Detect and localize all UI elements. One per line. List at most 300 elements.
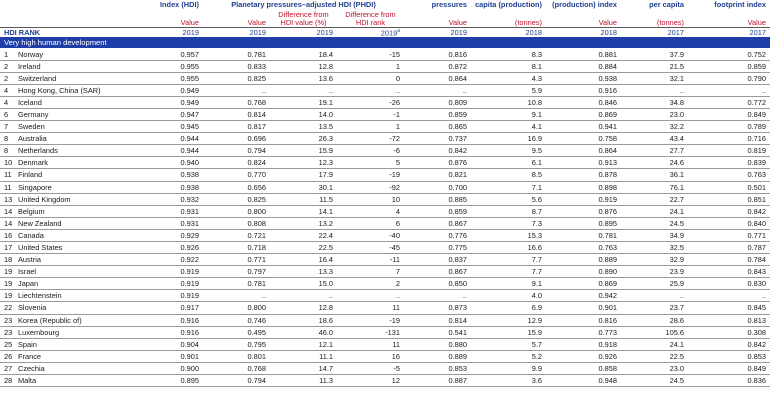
cell-co2idx: 0.858 bbox=[546, 362, 621, 374]
row-country: Singapore bbox=[18, 181, 136, 193]
cell-phdi: 0.808 bbox=[203, 217, 270, 229]
cell-mat: 23.9 bbox=[621, 266, 688, 278]
col-header-phdi: Planetary pressures–adjusted HDI (PHDI) bbox=[231, 0, 376, 9]
table-row bbox=[0, 205, 770, 217]
row-country: Netherlands bbox=[18, 145, 136, 157]
cell-co2: 8.7 bbox=[471, 205, 546, 217]
cell-diff-rank: 12 bbox=[337, 375, 404, 387]
sub-co2-index-value: Value bbox=[546, 9, 621, 28]
cell-co2idx: 0.781 bbox=[546, 229, 621, 241]
cell-co2idx: 0.763 bbox=[546, 241, 621, 253]
cell-phdi: 0.797 bbox=[203, 266, 270, 278]
row-country: Spain bbox=[18, 338, 136, 350]
cell-matidx: 0.787 bbox=[688, 241, 770, 253]
header-row-top bbox=[0, 0, 770, 9]
cell-mat: .. bbox=[621, 290, 688, 302]
cell-co2idx: 0.846 bbox=[546, 96, 621, 108]
cell-diff-rank: -40 bbox=[337, 229, 404, 241]
table-row bbox=[0, 266, 770, 278]
row-rank: 1 bbox=[0, 48, 18, 60]
row-country: Norway bbox=[18, 48, 136, 60]
cell-diff-rank: -15 bbox=[337, 48, 404, 60]
col-header-material-index: footprint index bbox=[714, 0, 766, 9]
table-row bbox=[0, 290, 770, 302]
table-row bbox=[0, 72, 770, 84]
group-label: Very high human development bbox=[0, 37, 770, 48]
cell-diff-pct: 13.5 bbox=[270, 121, 337, 133]
cell-matidx: 0.752 bbox=[688, 48, 770, 60]
cell-diff-pct: 15.0 bbox=[270, 278, 337, 290]
cell-mat: 32.1 bbox=[621, 72, 688, 84]
cell-hdi: 0.929 bbox=[136, 229, 203, 241]
year-material-index: 2017 bbox=[749, 28, 766, 38]
col-header-co2: capita (production) bbox=[475, 0, 542, 9]
row-rank: 7 bbox=[0, 121, 18, 133]
cell-co2idx: 0.816 bbox=[546, 314, 621, 326]
cell-hdi: 0.916 bbox=[136, 314, 203, 326]
cell-hdi: 0.931 bbox=[136, 205, 203, 217]
cell-diff-pct: 11.5 bbox=[270, 193, 337, 205]
cell-phdi: 0.795 bbox=[203, 338, 270, 350]
cell-matidx: 0.836 bbox=[688, 375, 770, 387]
cell-co2: 7.7 bbox=[471, 254, 546, 266]
cell-matidx: 0.842 bbox=[688, 205, 770, 217]
cell-diff-pct: 22.4 bbox=[270, 229, 337, 241]
cell-phdi: .. bbox=[203, 84, 270, 96]
cell-co2idx: 0.916 bbox=[546, 84, 621, 96]
row-rank: 6 bbox=[0, 108, 18, 120]
cell-press: 0.887 bbox=[404, 375, 471, 387]
row-country: Germany bbox=[18, 108, 136, 120]
row-country: Canada bbox=[18, 229, 136, 241]
cell-co2idx: 0.869 bbox=[546, 278, 621, 290]
cell-press: 0.775 bbox=[404, 241, 471, 253]
cell-diff-pct: 22.5 bbox=[270, 241, 337, 253]
cell-press: 0.850 bbox=[404, 278, 471, 290]
cell-co2: 10.8 bbox=[471, 96, 546, 108]
cell-co2: 3.6 bbox=[471, 375, 546, 387]
table-row bbox=[0, 302, 770, 314]
cell-phdi: 0.801 bbox=[203, 350, 270, 362]
table-row bbox=[0, 193, 770, 205]
cell-hdi: 0.919 bbox=[136, 266, 203, 278]
cell-diff-rank: .. bbox=[337, 84, 404, 96]
sub-material-unit: (tonnes) bbox=[621, 9, 688, 28]
col-header-pressures: pressures bbox=[431, 0, 467, 9]
row-rank: 17 bbox=[0, 241, 18, 253]
row-country: Denmark bbox=[18, 157, 136, 169]
row-rank: 18 bbox=[0, 254, 18, 266]
cell-mat: 24.5 bbox=[621, 375, 688, 387]
row-country: United Kingdom bbox=[18, 193, 136, 205]
table-row bbox=[0, 314, 770, 326]
cell-hdi: 0.949 bbox=[136, 84, 203, 96]
row-rank: 11 bbox=[0, 181, 18, 193]
cell-hdi: 0.944 bbox=[136, 133, 203, 145]
cell-diff-rank: 4 bbox=[337, 205, 404, 217]
cell-mat: 21.5 bbox=[621, 60, 688, 72]
table-row bbox=[0, 181, 770, 193]
cell-co2: 12.9 bbox=[471, 314, 546, 326]
cell-press: 0.842 bbox=[404, 145, 471, 157]
table-row bbox=[0, 362, 770, 374]
cell-diff-rank: -26 bbox=[337, 96, 404, 108]
year-phdi: 2019 bbox=[249, 28, 266, 38]
cell-diff-rank: -19 bbox=[337, 314, 404, 326]
cell-hdi: 0.938 bbox=[136, 181, 203, 193]
cell-hdi: 0.938 bbox=[136, 169, 203, 181]
cell-co2idx: 0.773 bbox=[546, 326, 621, 338]
cell-diff-pct: 16.4 bbox=[270, 254, 337, 266]
cell-press: 0.865 bbox=[404, 121, 471, 133]
cell-co2idx: 0.864 bbox=[546, 145, 621, 157]
table-row bbox=[0, 217, 770, 229]
row-rank: 11 bbox=[0, 169, 18, 181]
cell-co2idx: 0.889 bbox=[546, 254, 621, 266]
cell-matidx: 0.859 bbox=[688, 60, 770, 72]
cell-diff-pct: 12.1 bbox=[270, 338, 337, 350]
cell-press: 0.700 bbox=[404, 181, 471, 193]
row-rank: 28 bbox=[0, 375, 18, 387]
cell-co2idx: 0.876 bbox=[546, 205, 621, 217]
row-country: Finland bbox=[18, 169, 136, 181]
sub-diff-pct: Difference from HDI value (%) bbox=[270, 9, 337, 28]
row-country: Luxembourg bbox=[18, 326, 136, 338]
year-diff-rank-text: 2019 bbox=[380, 28, 398, 38]
cell-matidx: 0.845 bbox=[688, 302, 770, 314]
cell-co2: 4.0 bbox=[471, 290, 546, 302]
row-rank: 4 bbox=[0, 96, 18, 108]
cell-co2: 6.9 bbox=[471, 302, 546, 314]
cell-matidx: 0.784 bbox=[688, 254, 770, 266]
cell-co2idx: 0.918 bbox=[546, 338, 621, 350]
table-row bbox=[0, 108, 770, 120]
cell-press: 0.853 bbox=[404, 362, 471, 374]
col-header-co2-index: (production) index bbox=[552, 0, 617, 9]
cell-matidx: 0.830 bbox=[688, 278, 770, 290]
cell-diff-pct: 30.1 bbox=[270, 181, 337, 193]
cell-matidx: 0.789 bbox=[688, 121, 770, 133]
cell-diff-rank: 11 bbox=[337, 338, 404, 350]
year-material: 2017 bbox=[667, 28, 684, 38]
cell-hdi: 0.947 bbox=[136, 108, 203, 120]
cell-co2: 8.1 bbox=[471, 60, 546, 72]
table-row bbox=[0, 96, 770, 108]
cell-hdi: 0.932 bbox=[136, 193, 203, 205]
table-row bbox=[0, 84, 770, 96]
cell-co2: 16.9 bbox=[471, 133, 546, 145]
cell-diff-pct: 18.4 bbox=[270, 48, 337, 60]
cell-diff-rank: -6 bbox=[337, 145, 404, 157]
cell-matidx: 0.501 bbox=[688, 181, 770, 193]
row-country: Ireland bbox=[18, 60, 136, 72]
sub-hdi-value: Value bbox=[136, 9, 203, 28]
cell-co2: 4.3 bbox=[471, 72, 546, 84]
cell-co2: 8.3 bbox=[471, 48, 546, 60]
cell-phdi: 0.770 bbox=[203, 169, 270, 181]
cell-mat: 32.2 bbox=[621, 121, 688, 133]
cell-mat: 25.9 bbox=[621, 278, 688, 290]
cell-phdi: 0.696 bbox=[203, 133, 270, 145]
cell-press: 0.809 bbox=[404, 96, 471, 108]
cell-co2idx: 0.881 bbox=[546, 48, 621, 60]
year-diff-pct: 2019 bbox=[316, 28, 333, 38]
cell-matidx: 0.763 bbox=[688, 169, 770, 181]
col-header-material: per capita bbox=[649, 0, 684, 9]
cell-hdi: 0.940 bbox=[136, 157, 203, 169]
cell-co2: 9.5 bbox=[471, 145, 546, 157]
cell-matidx: 0.308 bbox=[688, 326, 770, 338]
cell-diff-pct: 15.9 bbox=[270, 145, 337, 157]
year-diff-rank bbox=[337, 28, 404, 38]
row-rank: 19 bbox=[0, 290, 18, 302]
cell-hdi: 0.895 bbox=[136, 375, 203, 387]
cell-mat: 23.0 bbox=[621, 108, 688, 120]
cell-diff-pct: 13.6 bbox=[270, 72, 337, 84]
cell-co2: 7.7 bbox=[471, 266, 546, 278]
cell-phdi: 0.781 bbox=[203, 48, 270, 60]
cell-matidx: 0.849 bbox=[688, 108, 770, 120]
cell-mat: 32.5 bbox=[621, 241, 688, 253]
cell-matidx: 0.716 bbox=[688, 133, 770, 145]
cell-co2: 4.1 bbox=[471, 121, 546, 133]
cell-diff-rank: 2 bbox=[337, 278, 404, 290]
cell-diff-rank: -72 bbox=[337, 133, 404, 145]
cell-hdi: 0.900 bbox=[136, 362, 203, 374]
cell-phdi: 0.824 bbox=[203, 157, 270, 169]
table-row bbox=[0, 326, 770, 338]
cell-co2idx: 0.901 bbox=[546, 302, 621, 314]
cell-mat: 37.9 bbox=[621, 48, 688, 60]
cell-phdi: 0.495 bbox=[203, 326, 270, 338]
cell-diff-pct: 12.8 bbox=[270, 302, 337, 314]
row-country: Liechtenstein bbox=[18, 290, 136, 302]
cell-co2: 5.2 bbox=[471, 350, 546, 362]
cell-diff-rank: -19 bbox=[337, 169, 404, 181]
cell-mat: 24.6 bbox=[621, 157, 688, 169]
cell-mat: 34.9 bbox=[621, 229, 688, 241]
cell-diff-pct: 12.3 bbox=[270, 157, 337, 169]
cell-co2: 8.5 bbox=[471, 169, 546, 181]
row-rank: 2 bbox=[0, 72, 18, 84]
cell-matidx: 0.839 bbox=[688, 157, 770, 169]
cell-hdi: 0.919 bbox=[136, 290, 203, 302]
cell-diff-rank: -45 bbox=[337, 241, 404, 253]
cell-matidx: 0.771 bbox=[688, 229, 770, 241]
cell-diff-pct: 13.3 bbox=[270, 266, 337, 278]
cell-press: 0.880 bbox=[404, 338, 471, 350]
row-country: Sweden bbox=[18, 121, 136, 133]
row-rank: 8 bbox=[0, 133, 18, 145]
cell-matidx: .. bbox=[688, 84, 770, 96]
row-rank: 14 bbox=[0, 205, 18, 217]
row-country: Slovenia bbox=[18, 302, 136, 314]
row-country: Czechia bbox=[18, 362, 136, 374]
cell-co2: 16.6 bbox=[471, 241, 546, 253]
cell-press: 0.821 bbox=[404, 169, 471, 181]
cell-hdi: 0.949 bbox=[136, 96, 203, 108]
cell-diff-pct: .. bbox=[270, 84, 337, 96]
cell-hdi: 0.919 bbox=[136, 278, 203, 290]
cell-matidx: 0.842 bbox=[688, 338, 770, 350]
row-country: Japan bbox=[18, 278, 136, 290]
cell-press: 0.873 bbox=[404, 302, 471, 314]
cell-press: .. bbox=[404, 84, 471, 96]
row-country: Iceland bbox=[18, 96, 136, 108]
cell-hdi: 0.957 bbox=[136, 48, 203, 60]
row-rank: 14 bbox=[0, 217, 18, 229]
cell-matidx: 0.853 bbox=[688, 350, 770, 362]
table-row bbox=[0, 338, 770, 350]
row-country: United States bbox=[18, 241, 136, 253]
cell-diff-pct: 11.3 bbox=[270, 375, 337, 387]
row-rank: 16 bbox=[0, 229, 18, 241]
cell-diff-pct: 14.7 bbox=[270, 362, 337, 374]
table-row bbox=[0, 169, 770, 181]
cell-mat: 28.6 bbox=[621, 314, 688, 326]
hdi-rank-label: HDI RANK bbox=[4, 28, 41, 38]
cell-press: 0.776 bbox=[404, 229, 471, 241]
cell-diff-pct: 46.0 bbox=[270, 326, 337, 338]
cell-diff-pct: 12.8 bbox=[270, 60, 337, 72]
cell-diff-rank: -1 bbox=[337, 108, 404, 120]
cell-press: 0.876 bbox=[404, 157, 471, 169]
table-body bbox=[0, 48, 770, 386]
sub-diff-rank: Difference from HDI rank bbox=[337, 9, 404, 28]
row-country: Israel bbox=[18, 266, 136, 278]
cell-co2idx: 0.938 bbox=[546, 72, 621, 84]
cell-hdi: 0.904 bbox=[136, 338, 203, 350]
cell-matidx: 0.840 bbox=[688, 217, 770, 229]
cell-co2idx: 0.948 bbox=[546, 375, 621, 387]
cell-diff-pct: 11.1 bbox=[270, 350, 337, 362]
header-row-years bbox=[0, 28, 770, 38]
row-rank: 23 bbox=[0, 326, 18, 338]
cell-co2idx: 0.758 bbox=[546, 133, 621, 145]
cell-phdi: 0.817 bbox=[203, 121, 270, 133]
cell-diff-rank: 1 bbox=[337, 121, 404, 133]
cell-hdi: 0.931 bbox=[136, 217, 203, 229]
cell-diff-rank: 11 bbox=[337, 302, 404, 314]
cell-press: 0.837 bbox=[404, 254, 471, 266]
cell-co2idx: 0.895 bbox=[546, 217, 621, 229]
row-country: Switzerland bbox=[18, 72, 136, 84]
cell-diff-rank: -5 bbox=[337, 362, 404, 374]
cell-matidx: 0.819 bbox=[688, 145, 770, 157]
cell-diff-pct: 14.1 bbox=[270, 205, 337, 217]
cell-co2: 9.9 bbox=[471, 362, 546, 374]
row-country: Belgium bbox=[18, 205, 136, 217]
row-country: France bbox=[18, 350, 136, 362]
row-rank: 19 bbox=[0, 266, 18, 278]
cell-phdi: .. bbox=[203, 290, 270, 302]
year-diff-rank-sup: a bbox=[397, 28, 400, 34]
row-country: Australia bbox=[18, 133, 136, 145]
cell-hdi: 0.917 bbox=[136, 302, 203, 314]
cell-hdi: 0.944 bbox=[136, 145, 203, 157]
cell-co2: 7.1 bbox=[471, 181, 546, 193]
cell-phdi: 0.656 bbox=[203, 181, 270, 193]
cell-matidx: 0.813 bbox=[688, 314, 770, 326]
cell-phdi: 0.825 bbox=[203, 72, 270, 84]
cell-co2idx: 0.890 bbox=[546, 266, 621, 278]
cell-press: 0.859 bbox=[404, 108, 471, 120]
cell-mat: 22.5 bbox=[621, 350, 688, 362]
cell-mat: 76.1 bbox=[621, 181, 688, 193]
cell-hdi: 0.945 bbox=[136, 121, 203, 133]
cell-co2idx: 0.884 bbox=[546, 60, 621, 72]
header-row-sub bbox=[0, 9, 770, 28]
cell-co2idx: 0.869 bbox=[546, 108, 621, 120]
row-rank: 19 bbox=[0, 278, 18, 290]
table-row bbox=[0, 375, 770, 387]
table-row bbox=[0, 133, 770, 145]
cell-co2idx: 0.878 bbox=[546, 169, 621, 181]
cell-press: 0.541 bbox=[404, 326, 471, 338]
cell-phdi: 0.768 bbox=[203, 96, 270, 108]
cell-mat: 24.1 bbox=[621, 205, 688, 217]
row-rank: 26 bbox=[0, 350, 18, 362]
cell-matidx: 0.851 bbox=[688, 193, 770, 205]
cell-diff-rank: 10 bbox=[337, 193, 404, 205]
cell-matidx: .. bbox=[688, 290, 770, 302]
year-co2-index: 2018 bbox=[600, 28, 617, 38]
cell-mat: 36.1 bbox=[621, 169, 688, 181]
group-band bbox=[0, 37, 770, 48]
row-rank: 13 bbox=[0, 193, 18, 205]
cell-co2idx: 0.919 bbox=[546, 193, 621, 205]
cell-hdi: 0.916 bbox=[136, 326, 203, 338]
cell-mat: 24.1 bbox=[621, 338, 688, 350]
cell-diff-rank: -131 bbox=[337, 326, 404, 338]
row-country: New Zealand bbox=[18, 217, 136, 229]
cell-hdi: 0.926 bbox=[136, 241, 203, 253]
cell-diff-pct: 13.2 bbox=[270, 217, 337, 229]
cell-press: 0.885 bbox=[404, 193, 471, 205]
cell-mat: 22.7 bbox=[621, 193, 688, 205]
table-row bbox=[0, 121, 770, 133]
cell-phdi: 0.718 bbox=[203, 241, 270, 253]
cell-hdi: 0.955 bbox=[136, 60, 203, 72]
cell-diff-pct: 26.3 bbox=[270, 133, 337, 145]
cell-phdi: 0.771 bbox=[203, 254, 270, 266]
cell-phdi: 0.781 bbox=[203, 278, 270, 290]
table-row bbox=[0, 229, 770, 241]
cell-phdi: 0.794 bbox=[203, 375, 270, 387]
cell-diff-rank: 6 bbox=[337, 217, 404, 229]
cell-mat: 24.5 bbox=[621, 217, 688, 229]
cell-phdi: 0.746 bbox=[203, 314, 270, 326]
cell-diff-rank: -92 bbox=[337, 181, 404, 193]
cell-diff-pct: 18.6 bbox=[270, 314, 337, 326]
table-row bbox=[0, 145, 770, 157]
cell-phdi: 0.794 bbox=[203, 145, 270, 157]
cell-hdi: 0.901 bbox=[136, 350, 203, 362]
cell-diff-rank: 7 bbox=[337, 266, 404, 278]
table-row bbox=[0, 60, 770, 72]
cell-mat: 105.6 bbox=[621, 326, 688, 338]
cell-press: 0.867 bbox=[404, 266, 471, 278]
cell-press: 0.816 bbox=[404, 48, 471, 60]
row-country: Austria bbox=[18, 254, 136, 266]
cell-co2idx: 0.941 bbox=[546, 121, 621, 133]
sub-co2-unit: (tonnes) bbox=[471, 9, 546, 28]
row-country: Korea (Republic of) bbox=[18, 314, 136, 326]
row-rank: 2 bbox=[0, 60, 18, 72]
cell-co2: 15.9 bbox=[471, 326, 546, 338]
cell-phdi: 0.833 bbox=[203, 60, 270, 72]
cell-co2: 9.1 bbox=[471, 108, 546, 120]
